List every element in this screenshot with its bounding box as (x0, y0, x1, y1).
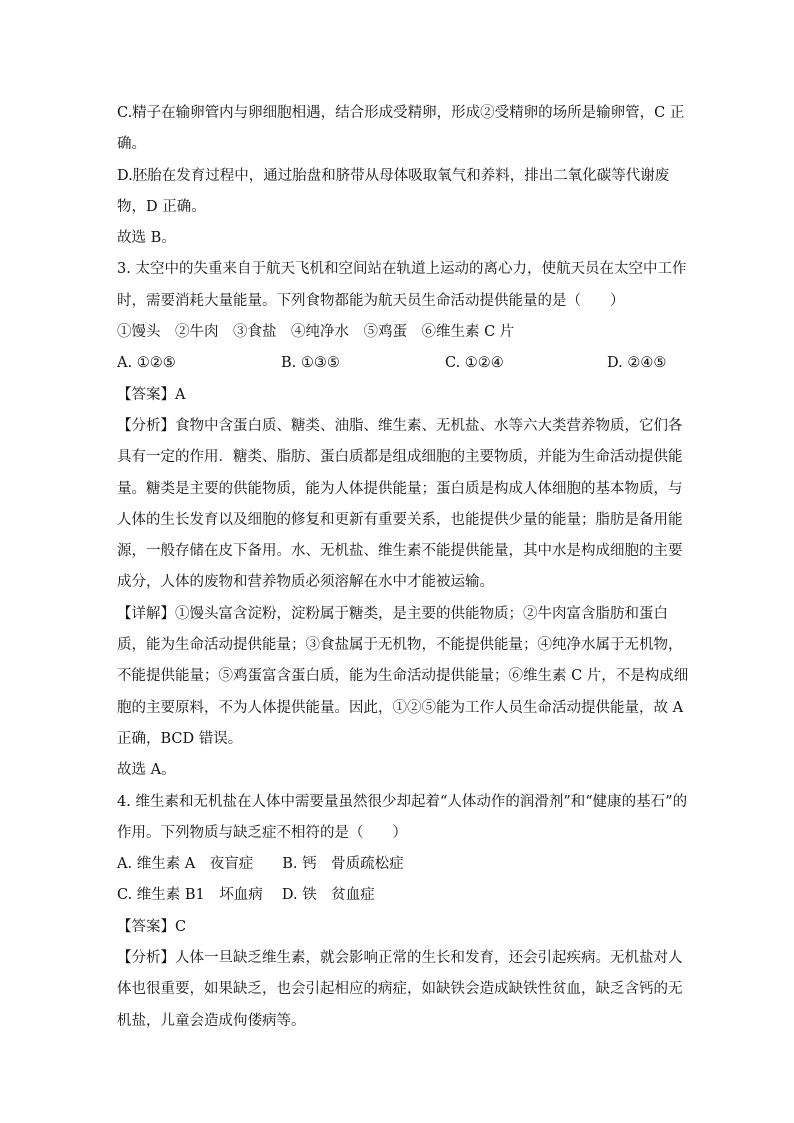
question-3-detail: 【详解】①馒头富含淀粉，淀粉属于糖类，是主要的供能物质；②牛肉富含脂肪和蛋白 (117, 605, 668, 622)
question-3-analysis: 量。糖类是主要的供能物质，能为人体提供能量；蛋白质是构成人体细胞的基本物质，与 (117, 480, 683, 497)
question-3-detail: 质，能为生命活动提供能量；③食盐属于无机物，不能提供能量；④纯净水属于无机物， (117, 637, 683, 654)
question-4-stem: 作用。下列物质与缺乏症不相符的是（ ） (117, 824, 407, 841)
document-page (117, 98, 689, 1037)
question-3-detail: 胞的主要原料，不为人体提供能量。因此，①②⑤能为工作人员生命活动提供能量，故 A (117, 699, 684, 716)
text-line: D.胚胎在发育过程中，通过胎盘和脐带从母体吸取氧气和养料，排出二氧化碳等代谢废 (117, 167, 670, 184)
question-3-items: ①馒头 ②牛肉 ③食盐 ④纯净水 ⑤鸡蛋 ⑥维生素 C 片 (117, 324, 515, 341)
option-c: C. ①②④ (445, 355, 504, 372)
question-4-analysis: 体也很重要，如果缺乏，也会引起相应的病症，如缺铁会造成缺铁性贫血，缺乏含钙的无 (117, 981, 683, 998)
question-3-answer: 【答案】A (117, 386, 186, 403)
question-3-options (117, 348, 677, 379)
question-3-analysis: 源，一般存储在皮下备用。水、无机盐、维生素不能提供能量，其中水是构成细胞的主要 (117, 543, 683, 560)
question-4-answer: 【答案】C (117, 918, 187, 935)
text-line: 确。 (117, 136, 146, 153)
question-3-detail: 正确，BCD 错误。 (117, 730, 243, 747)
question-3-analysis: 人体的生长发育以及细胞的修复和更新有重要关系，也能提供少量的能量；脂肪是备用能 (117, 511, 683, 528)
question-4-options: A. 维生素 A 夜盲症 B. 钙 骨质疏松症 (117, 856, 404, 873)
question-3-stem: 3. 太空中的失重来自于航天飞机和空间站在轨道上运动的离心力，使航天员在太空中工作 (117, 261, 687, 278)
option-a: A. ①②⑤ (117, 355, 176, 372)
question-4-analysis: 【分析】人体一旦缺乏维生素，就会影响正常的生长和发育，还会引起疾病。无机盐对人 (117, 950, 683, 967)
question-4-options: C. 维生素 B1 坏血病 D. 铁 贫血症 (117, 887, 375, 904)
question-3-analysis: 成分，人体的废物和营养物质必须溶解在水中才能被运输。 (117, 574, 494, 591)
question-4-analysis: 机盐，儿童会造成佝偻病等。 (117, 1012, 306, 1029)
question-4-stem: 4. 维生素和无机盐在人体中需要量虽然很少却起着“人体动作的润滑剂”和“健康的基石”的 (117, 793, 688, 810)
question-3-choose: 故选 A。 (117, 762, 176, 779)
text-line: 故选 B。 (117, 230, 176, 247)
option-b: B. ①③⑤ (281, 355, 340, 372)
text-line: 物，D 正确。 (117, 198, 206, 215)
question-3-stem: 时，需要消耗大量能量。下列食物都能为航天员生命活动提供能量的是（ ） (117, 292, 625, 309)
question-3-analysis: 【分析】食物中含蛋白质、糖类、油脂、维生素、无机盐、水等六大类营养物质，它们各 (117, 417, 683, 434)
option-d: D. ②④⑤ (607, 355, 667, 372)
question-3-analysis: 具有一定的作用．糖类、脂肪、蛋白质都是组成细胞的主要物质，并能为生命活动提供能 (117, 449, 683, 466)
question-3-detail: 不能提供能量；⑤鸡蛋富含蛋白质，能为生命活动提供能量；⑥维生素 C 片，不是构成细 (117, 668, 689, 685)
text-line: C.精子在输卵管内与卵细胞相遇，结合形成受精卵，形成②受精卵的场所是输卵管，C 正 (117, 105, 685, 121)
